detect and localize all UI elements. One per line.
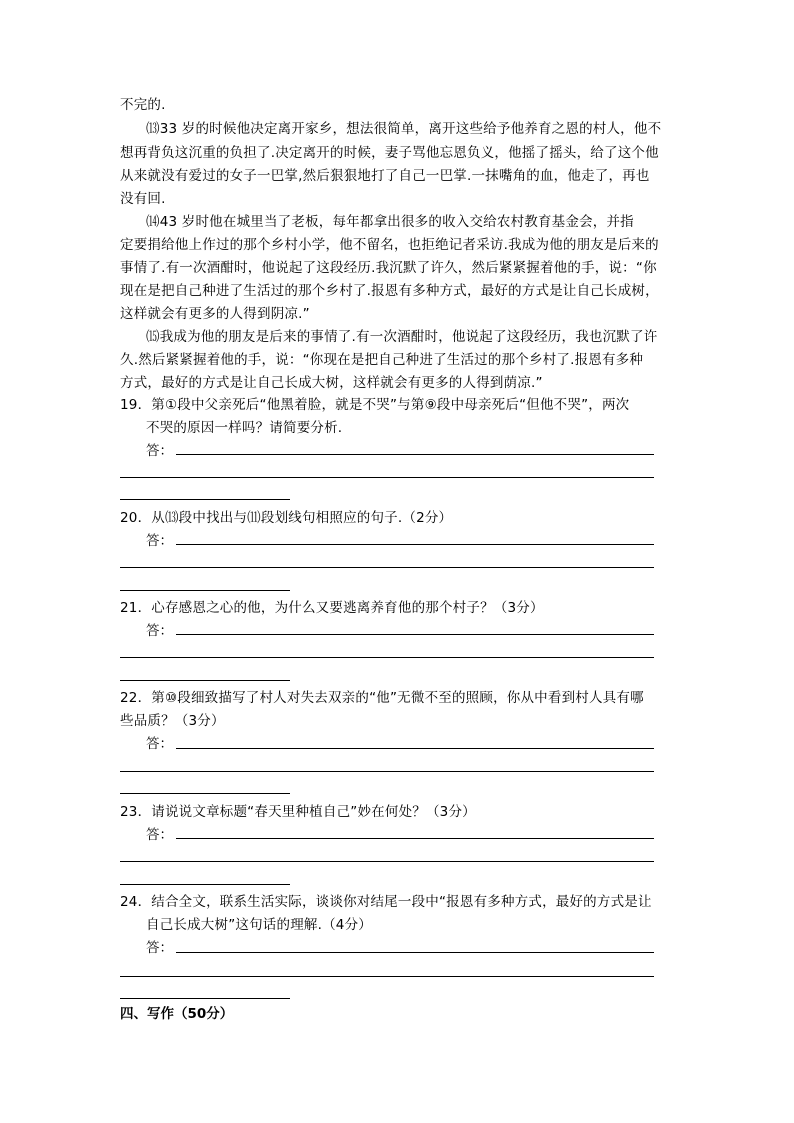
answer-line-20-3[interactable] <box>120 590 290 591</box>
question-22-text: 22．第⑩段细致描写了村人对失去双亲的“他”无微不至的照顾，你从中看到村人具有哪 <box>120 690 644 706</box>
answer-line-23-3[interactable] <box>120 884 290 885</box>
paragraph-14-line: 定要捐给他上作过的那个乡村小学，他不留名，也拒绝记者采访.我成为他的朋友是后来的 <box>120 237 659 253</box>
question-21-answer-row <box>146 620 656 642</box>
answer-line-19-3[interactable] <box>120 499 290 500</box>
answer-line-23-2[interactable] <box>120 861 654 862</box>
answer-line-20-2[interactable] <box>120 567 654 568</box>
answer-line-21-3[interactable] <box>120 680 290 681</box>
answer-label: 答： <box>146 533 173 549</box>
answer-line-19-2[interactable] <box>120 477 654 478</box>
answer-line-23-1[interactable] <box>176 838 654 839</box>
paragraph-15-line: 久.然后紧紧握着他的手，说：“你现在是把自己种进了生活过的那个乡村了.报恩有多种 <box>120 352 644 368</box>
answer-label: 答： <box>146 623 173 639</box>
question-22-answer-row <box>146 733 656 755</box>
question-19-text: 19．第①段中父亲死后“他黑着脸，就是不哭”与第⑨段中母亲死后“但他不哭”，两次 <box>120 397 630 413</box>
answer-line-24-1[interactable] <box>176 952 654 953</box>
paragraph-14-line: 事情了.有一次酒酣时，他说起了这段经历.我沉默了许久，然后紧紧握着他的手，说：“你 <box>120 260 657 276</box>
question-19-answer-row <box>146 440 656 462</box>
question-20-answer-row <box>146 530 656 552</box>
answer-line-20-1[interactable] <box>176 544 654 545</box>
paragraph-15-line: 方式，最好的方式是让自己长成大树，这样就会有更多的人得到荫凉.” <box>120 375 543 391</box>
answer-label: 答： <box>146 443 173 459</box>
answer-line-22-3[interactable] <box>120 793 290 794</box>
answer-label: 答： <box>146 736 173 752</box>
paragraph-14-line: ⒁43 岁时他在城里当了老板，每年都拿出很多的收入交给农村教育基金会，并指 <box>146 214 634 230</box>
question-20-text: 20．从⒀段中找出与⑾段划线句相照应的句子.（2分） <box>120 510 453 526</box>
answer-line-22-1[interactable] <box>176 748 654 749</box>
question-21-text: 21．心存感恩之心的他，为什么又要逃离养育他的那个村子？（3分） <box>120 600 544 616</box>
paragraph-14-line: 这样就会有更多的人得到阴凉.” <box>120 306 310 322</box>
passage-continuation: 不完的. <box>120 97 166 113</box>
paragraph-14-line: 现在是把自己种进了生活过的那个乡村了.报恩有多种方式，最好的方式是让自己长成树， <box>120 283 659 299</box>
answer-label: 答： <box>146 827 173 843</box>
question-24-text: 自己长成大树”这句话的理解.（4分） <box>146 917 372 933</box>
paragraph-13-line: ⒀33 岁的时候他决定离开家乡，想法很简单，离开这些给予他养育之恩的村人，他不 <box>146 121 662 137</box>
answer-line-24-3[interactable] <box>120 998 290 999</box>
writing-section-heading: 四、写作（50分） <box>120 1006 234 1022</box>
paragraph-13-line: 从来就没有爱过的女子一巴掌,然后狠狠地打了自己一巴掌.一抹嘴角的血，他走了，再也 <box>120 168 650 184</box>
answer-line-21-1[interactable] <box>176 634 654 635</box>
question-23-answer-row <box>146 824 656 846</box>
answer-line-21-2[interactable] <box>120 657 654 658</box>
answer-label: 答： <box>146 940 173 956</box>
question-23-text: 23．请说说文章标题“春天里种植自己”妙在何处？（3分） <box>120 804 476 820</box>
paragraph-13-line: 想再背负这沉重的负担了.决定离开的时候，妻子骂他忘恩负义，他摇了摇头，给了这个他 <box>120 145 659 161</box>
question-19-text: 不哭的原因一样吗？请简要分析. <box>146 420 343 436</box>
question-24-text: 24．结合全文，联系生活实际，谈谈你对结尾一段中“报恩有多种方式，最好的方式是让 <box>120 894 652 910</box>
question-22-text: 些品质？（3分） <box>120 713 225 729</box>
paragraph-15-line: ⒂我成为他的朋友是后来的事情了.有一次酒酣时，他说起了这段经历，我也沉默了许 <box>146 329 658 345</box>
answer-line-24-2[interactable] <box>120 976 654 977</box>
answer-line-19-1[interactable] <box>176 454 654 455</box>
paragraph-13-line: 没有回. <box>120 191 166 207</box>
answer-line-22-2[interactable] <box>120 771 654 772</box>
question-24-answer-row <box>146 937 656 959</box>
